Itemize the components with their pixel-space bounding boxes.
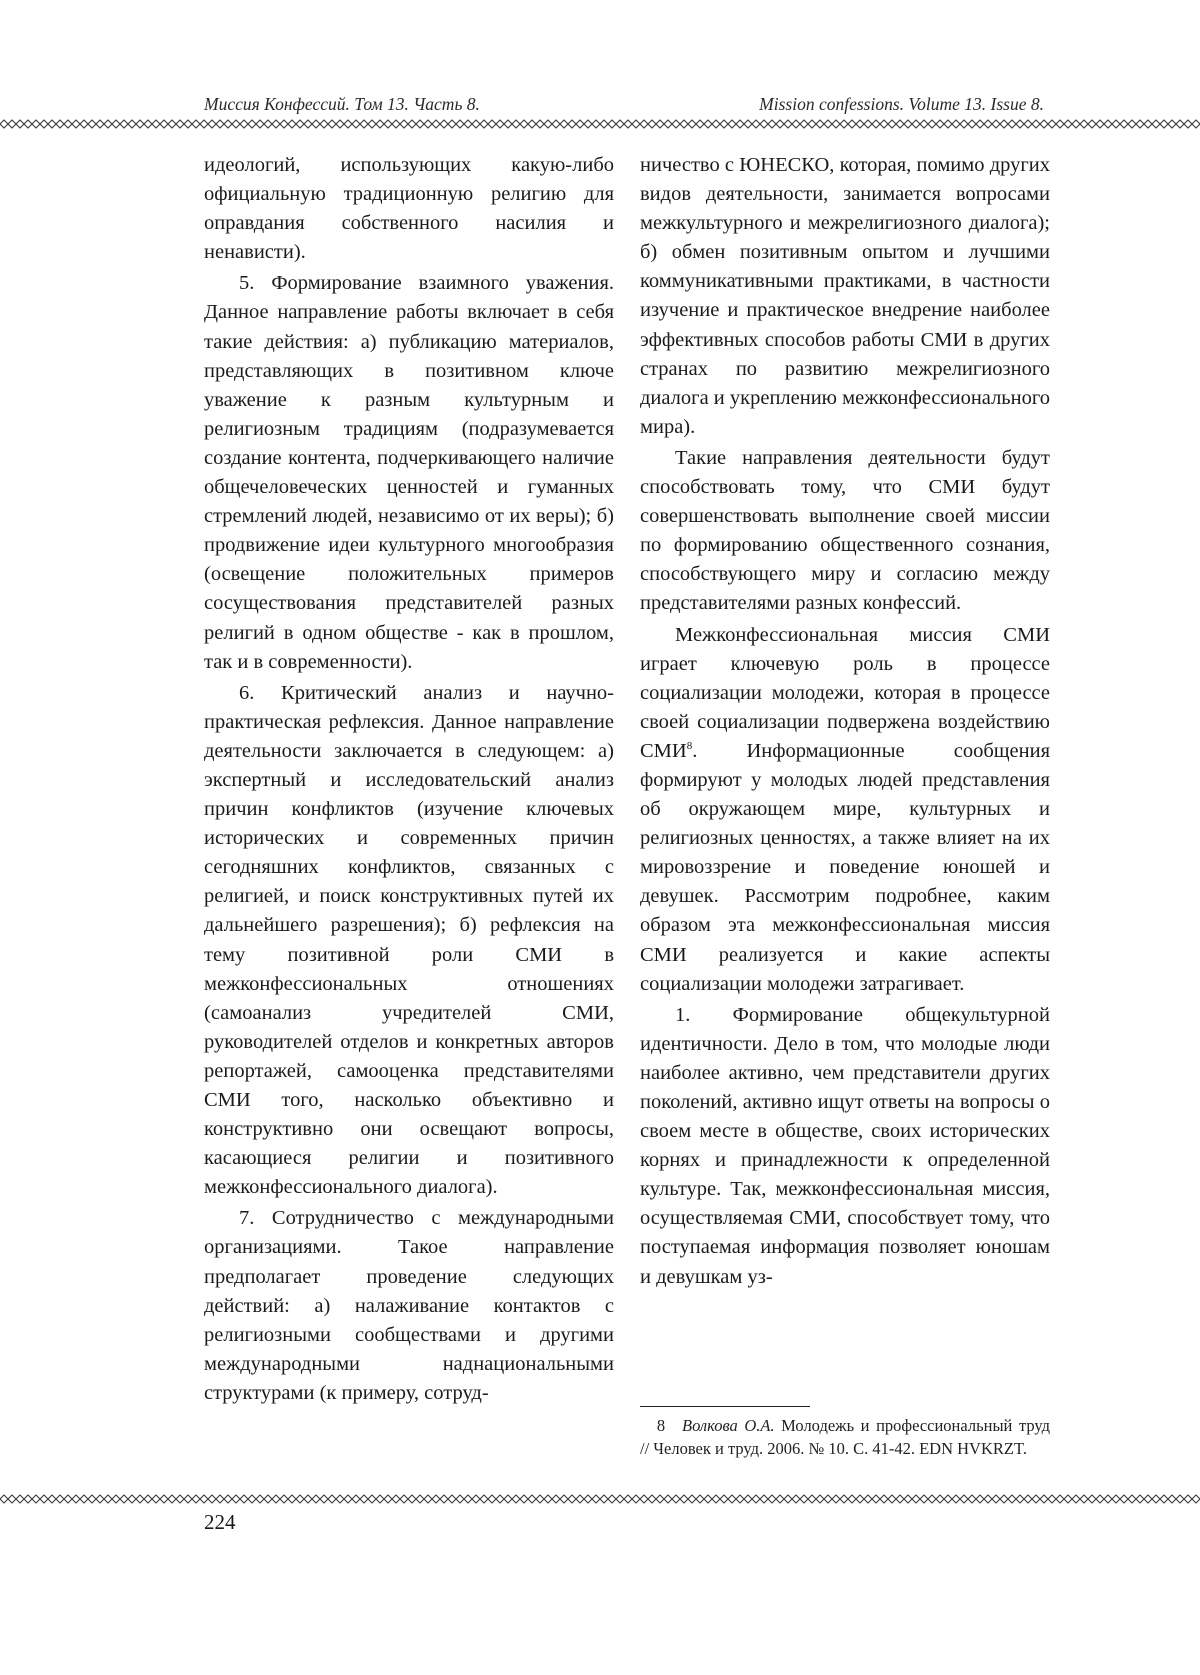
journal-title-ru: Миссия Конфессий. Том 13. Часть 8. xyxy=(204,94,480,114)
footnote-reference[interactable]: 8 xyxy=(686,740,693,753)
paragraph-item-1: 1. Формирование общекультурной идентичности. Дело в том, что молодые люди наиболее активно, чем представители других поколений, активно ищут ответы на вопросы о своем месте в обществе, своих исторических корнях и принадлежности к определенной культуре. Так, межконфессиональная миссия, осуществляемая СМИ, способствует тому, что поступаемая информация позволяет юношам и девушкам уз- xyxy=(640,1003,1050,1288)
paragraph-mission xyxy=(640,621,1050,999)
paragraph-directions: Такие направления деятельности будут способствовать тому, что СМИ будут совершенствовать выполнение своей миссии по формированию общественного сознания, способствующего миру и согласию между представителями разных конфессий. xyxy=(640,446,1050,615)
paragraph-text: . Информационные сообщения формируют у молодых людей представления об окружающем мире, культурных и религиозных ценностях, а также влияет на их мировоззрение и поведение юношей и девушек. Рассмотрим подробнее, каким образом эта межконфессиональная миссия СМИ реализуется и какие аспекты социализации молодежи затрагивает. xyxy=(640,739,1050,995)
footnote-author: Волкова О.А. xyxy=(682,1416,775,1435)
paragraph-continuation: ничество с ЮНЕСКО, которая, помимо других видов деятельности, занимается вопросами межкультурного и межрелигиозного диалога); б) обмен позитивным опытом и лучшими коммуникативными практиками, в частности изучение и практическое внедрение наиболее эффективных способов работы СМИ в других странах по развитию межрелигиозного диалога и укреплению межконфессионального мира). xyxy=(640,154,1051,438)
footnote-separator xyxy=(640,1406,810,1407)
footnote-text: Молодежь и профессиональный труд // Человек и труд. 2006. № 10. С. 41-42. EDN HVKRZT. xyxy=(640,1416,1050,1458)
ornament-divider-bottom xyxy=(0,1494,1200,1504)
paragraph-text: Межконфессиональная миссия СМИ играет ключевую роль в процессе социализации молодежи, которая в процессе своей социализации подвержена воздействию СМИ xyxy=(640,623,1050,762)
right-column xyxy=(640,151,1050,1292)
paragraph-item-5: 5. Формирование взаимного уважения. Данное направление работы включает в себя такие действия: а) публикацию материалов, представляющих в позитивном ключе уважение к разным культурным и религиозным традициям (подразумевается создание контента, подчеркивающего наличие общечеловеческих ценностей и гуманных стремлений людей, независимо от их веры); б) продвижение идеи культурного многообразия (освещение положительных примеров сосуществования представителей разных религий в одном обществе - как в прошлом, так и в современности). xyxy=(204,272,614,673)
paragraph-item-7: 7. Сотрудничество с международными организациями. Такое направление предполагает проведение следующих действий: а) налаживание контактов с религиозными сообществами и другими международными наднациональными структурами (к примеру, сотруд- xyxy=(204,1207,614,1404)
journal-title-en: Mission confessions. Volume 13. Issue 8. xyxy=(759,94,1044,114)
page-number: 224 xyxy=(204,1510,236,1534)
footnote xyxy=(640,1414,1050,1460)
paragraph-continuation: идеологий, использующих какую-либо официальную традиционную религию для оправдания собственного насилия и ненависти). xyxy=(204,154,614,264)
left-column xyxy=(204,151,614,1408)
footnote-number: 8 xyxy=(656,1416,666,1435)
ornament-divider-top xyxy=(0,119,1200,129)
paragraph-item-6: 6. Критический анализ и научно-практическая рефлексия. Данное направление деятельности заключается в следующем: а) экспертный и исследовательский анализ причин конфликтов (изучение ключевых исторических и современных причин сегодняшних конфликтов, связанных с религией, и поиск конструктивных путей их дальнейшего разрешения); б) рефлексия на тему позитивной роли СМИ в межконфессиональных отношениях (самоанализ учредителей СМИ, руководителей отделов и конкретных авторов репортажей, самооценка представителями СМИ того, насколько объективно и конструктивно они освещают вопросы, касающиеся религии и позитивного межконфессионального диалога). xyxy=(204,681,614,1199)
